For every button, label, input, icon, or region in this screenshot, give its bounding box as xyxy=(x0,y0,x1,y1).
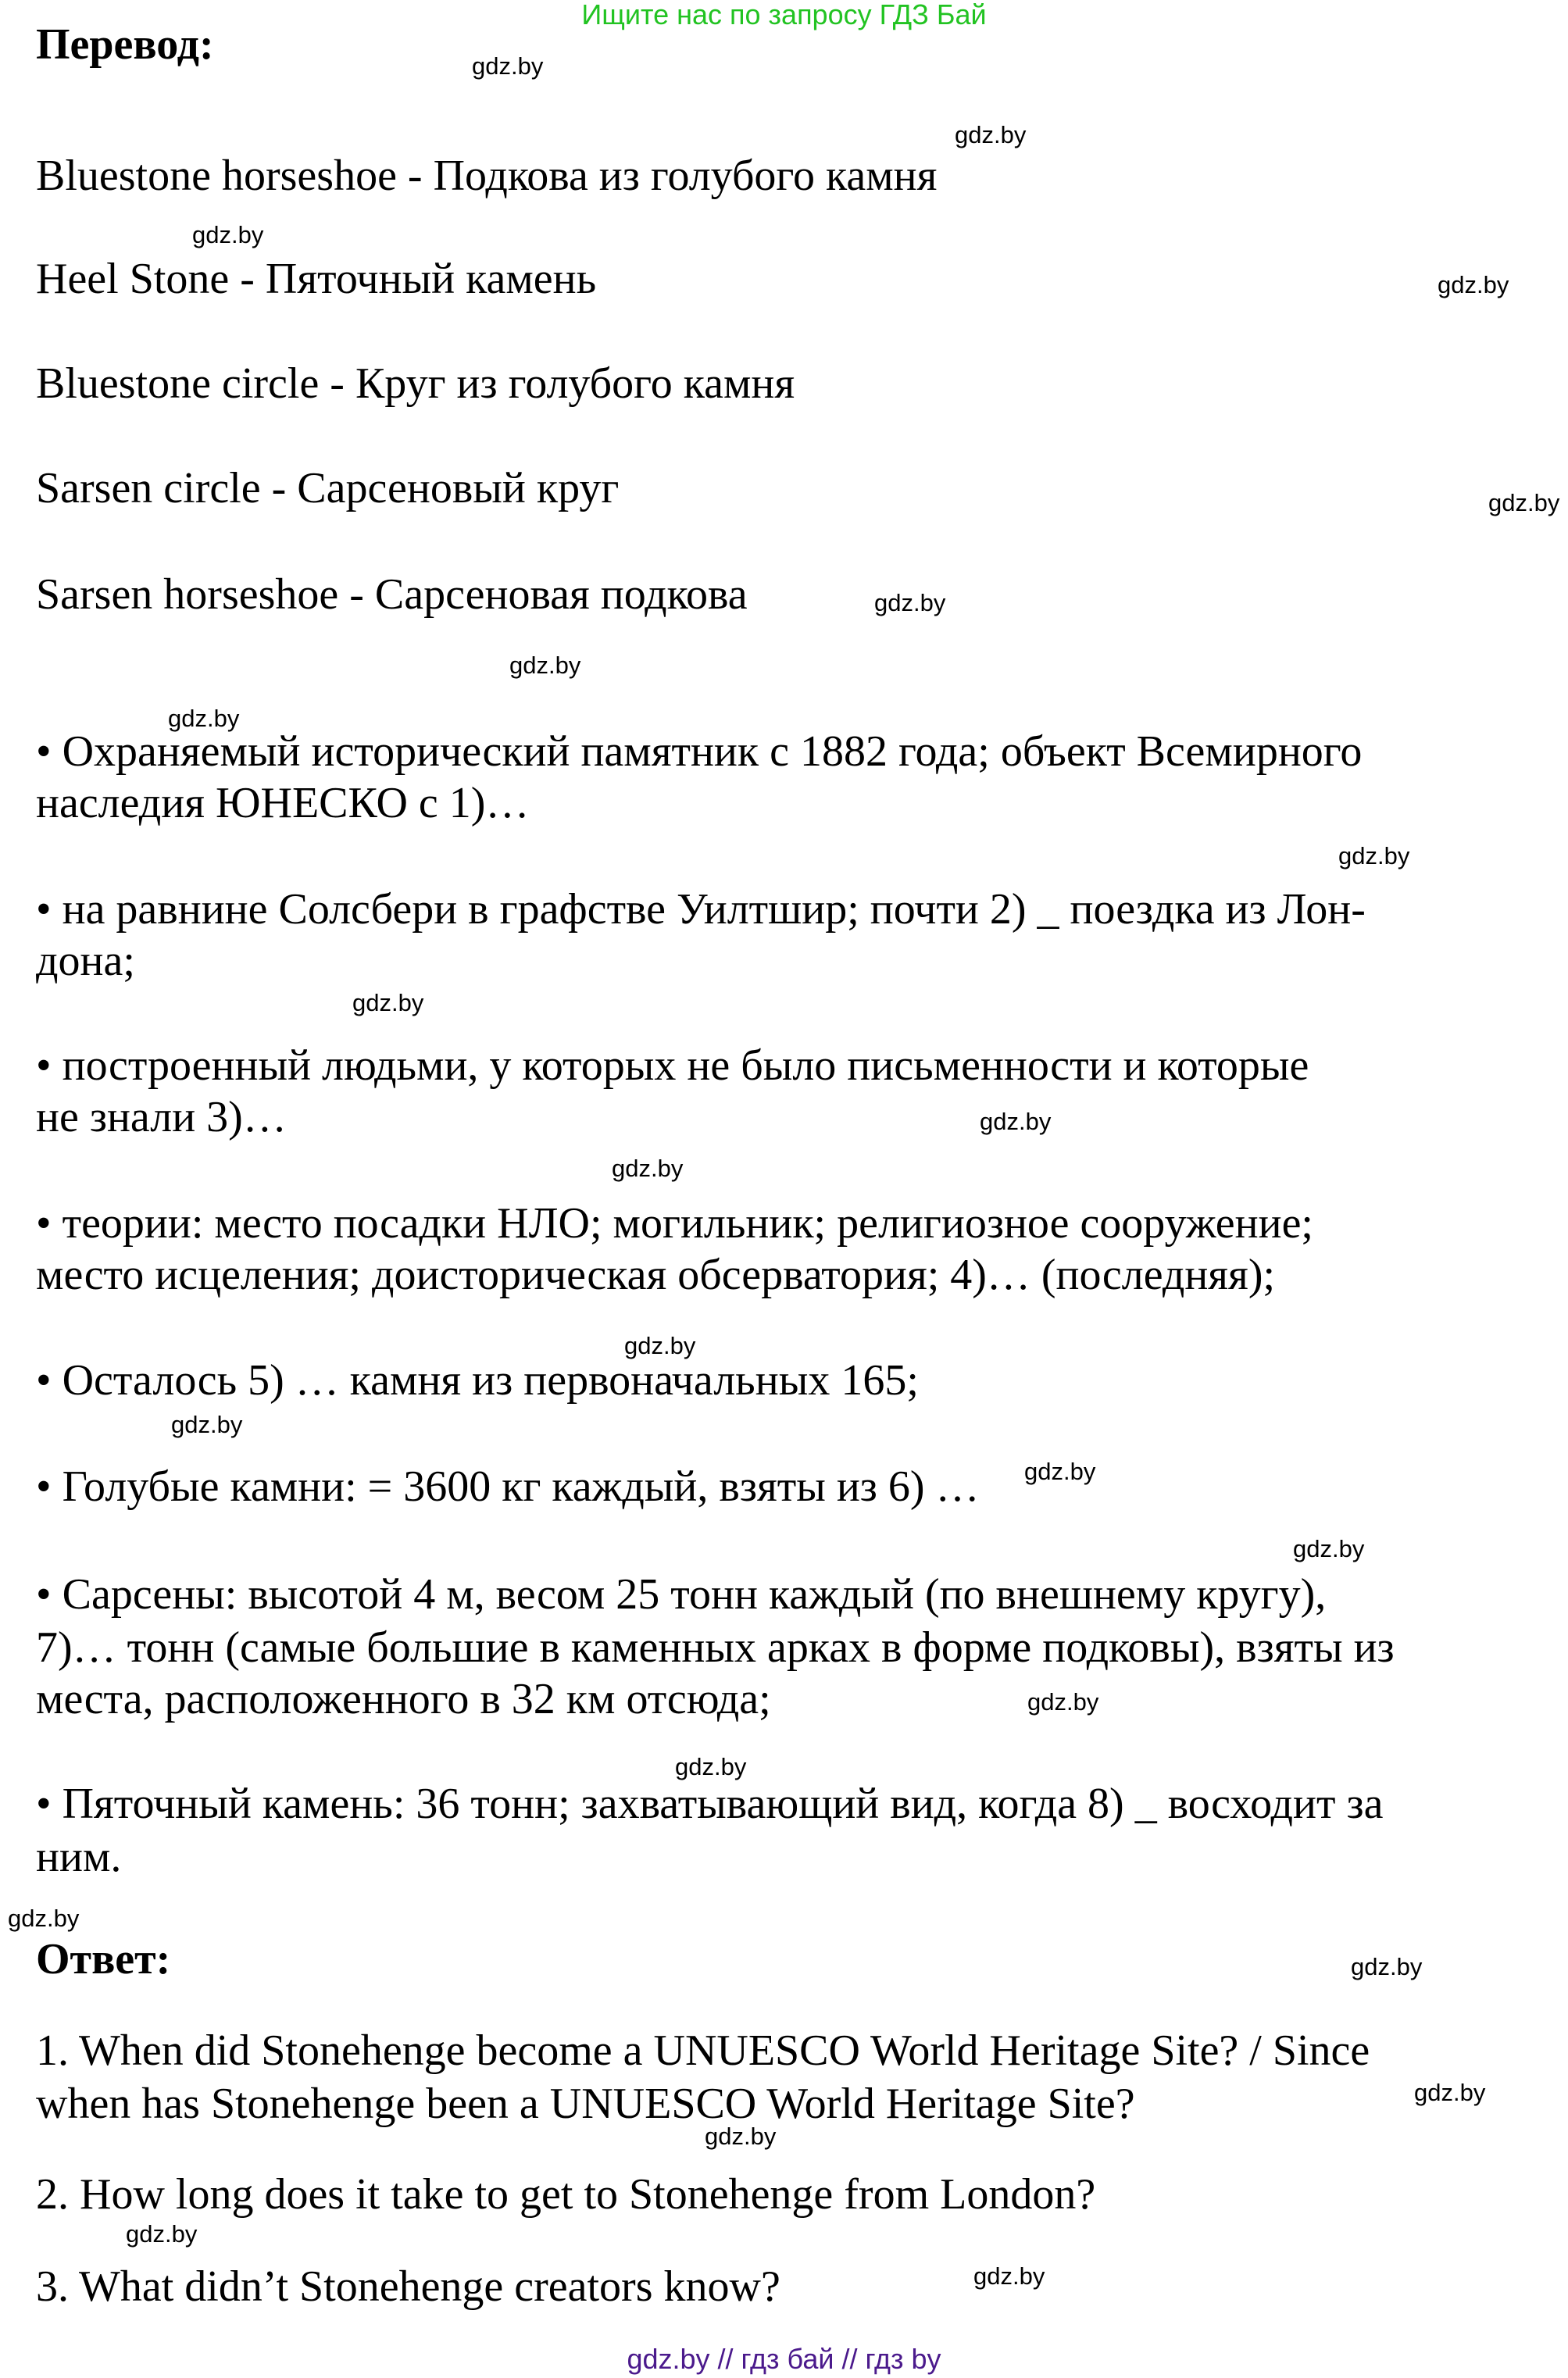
term-line: Sarsen circle - Сарсеновый круг xyxy=(36,464,620,512)
bullet-line: • Сарсены: высотой 4 м, весом 25 тонн каждый (по внешнему кругу), xyxy=(36,1570,1327,1619)
watermark: gdz.by xyxy=(624,1332,696,1359)
watermark: gdz.by xyxy=(509,652,581,679)
term-line: Bluestone circle - Круг из голубого камня xyxy=(36,359,795,408)
watermark: gdz.by xyxy=(955,121,1027,148)
answer-line: when has Stonehenge been a UNUESCO World Heritage Site? xyxy=(36,2080,1135,2128)
watermark: gdz.by xyxy=(705,2123,777,2150)
watermark: gdz.by xyxy=(1293,1535,1365,1562)
watermark: gdz.by xyxy=(1024,1458,1096,1485)
watermark: gdz.by xyxy=(980,1108,1052,1135)
watermark: gdz.by xyxy=(1338,842,1410,869)
watermark: gdz.by xyxy=(192,221,264,248)
bullet-line: места, расположенного в 32 км отсюда; xyxy=(36,1675,771,1723)
answer-line: 2. How long does it take to get to Stonehenge from London? xyxy=(36,2170,1096,2219)
watermark: gdz.by xyxy=(1351,1953,1423,1980)
bullet-line: • Охраняемый исторический памятник с 1882 года; объект Всемирного xyxy=(36,727,1363,776)
watermark: gdz.by xyxy=(472,52,544,80)
watermark: gdz.by xyxy=(675,1753,747,1780)
watermark: gdz.by xyxy=(8,1905,80,1932)
watermark: gdz.by xyxy=(1027,1688,1099,1716)
answer-heading: Ответ: xyxy=(36,1935,171,1983)
watermark: gdz.by xyxy=(168,705,240,732)
watermark: gdz.by xyxy=(973,2262,1045,2290)
term-line: Bluestone horseshoe - Подкова из голубого камня xyxy=(36,152,938,200)
bullet-line: • построенный людьми, у которых не было письменности и которые xyxy=(36,1041,1309,1090)
watermark: gdz.by xyxy=(874,589,946,616)
watermark: gdz.by xyxy=(1414,2079,1486,2106)
bullet-line: ним. xyxy=(36,1833,122,1881)
bullet-line: • Осталось 5) … камня из первоначальных 165; xyxy=(36,1356,919,1405)
search-banner: Ищите нас по запросу ГДЗ Бай xyxy=(581,0,987,30)
watermark: gdz.by xyxy=(1488,489,1560,516)
watermark: gdz.by xyxy=(352,989,424,1016)
watermark: gdz.by xyxy=(171,1411,243,1438)
answer-line: 3. What didn’t Stonehenge creators know? xyxy=(36,2262,780,2311)
bullet-line: дона; xyxy=(36,937,135,985)
bullet-line: не знали 3)… xyxy=(36,1093,287,1141)
answer-line: 1. When did Stonehenge become a UNUESCO World Heritage Site? / Since xyxy=(36,2026,1370,2075)
bullet-line: место исцеления; доисторическая обсерватория; 4)… (последняя); xyxy=(36,1251,1276,1299)
bullet-line: наследия ЮНЕСКО с 1)… xyxy=(36,779,530,827)
watermark: gdz.by xyxy=(126,2220,198,2248)
bullet-line: • Голубые камни: = 3600 кг каждый, взяты из 6) … xyxy=(36,1462,980,1511)
bullet-line: 7)… тонн (самые большие в каменных арках в форме подковы), взяты из xyxy=(36,1623,1395,1672)
translation-heading: Перевод: xyxy=(36,20,214,69)
bullet-line: • теории: место посадки НЛО; могильник; религиозное сооружение; xyxy=(36,1199,1313,1248)
watermark: gdz.by xyxy=(612,1155,684,1182)
term-line: Sarsen horseshoe - Сарсеновая подкова xyxy=(36,570,748,619)
term-line: Heel Stone - Пяточный камень xyxy=(36,255,597,303)
watermark: gdz.by xyxy=(1438,271,1509,298)
bullet-line: • на равнине Солсбери в графстве Уилтшир; почти 2) _ поездка из Лон- xyxy=(36,885,1366,934)
footer-links: gdz.by // гдз бай // гдз by xyxy=(627,2343,941,2375)
bullet-line: • Пяточный камень: 36 тонн; захватывающий вид, когда 8) _ восходит за xyxy=(36,1780,1384,1828)
